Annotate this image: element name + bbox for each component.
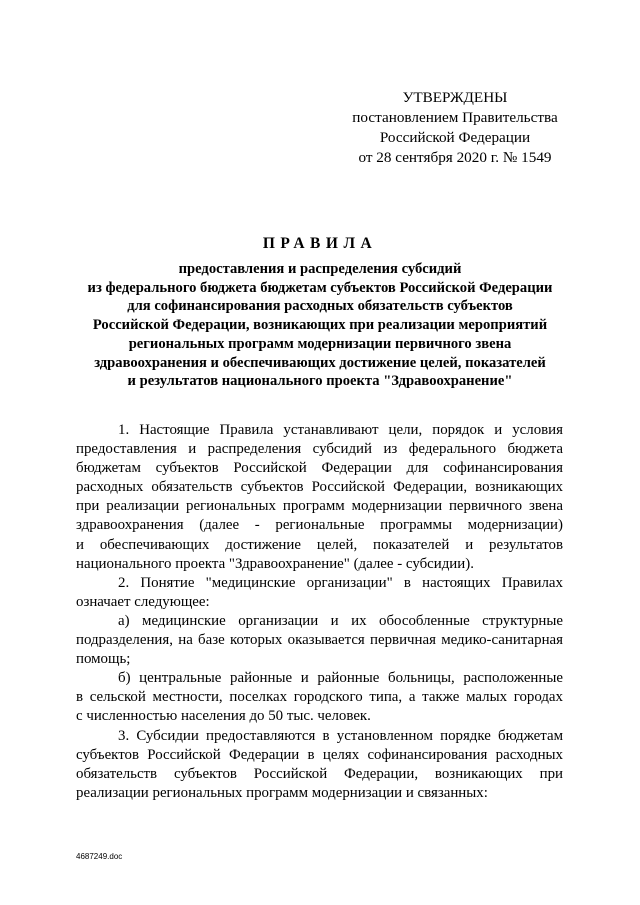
- subtitle-line: Российской Федерации, возникающих при реализации мероприятий: [92, 317, 548, 334]
- subtitle-line: региональных программ модернизации первичного звена: [128, 335, 512, 352]
- body-text-line: б) центральные районные и районные больницы, расположенные: [118, 670, 563, 687]
- body-text-line: 3. Субсидии предоставляются в установленном порядке бюджетам: [118, 727, 563, 744]
- body-text-line: национального проекта "Здравоохранение" (далее - субсидии).: [76, 555, 474, 572]
- body-text-line: при реализации региональных программ модернизации первичного звена: [76, 498, 563, 515]
- body-text-line: субъектов Российской Федерации в целях софинансирования расходных: [76, 746, 563, 763]
- body-text-line: подразделения, на базе которых оказывается первичная медико-санитарная: [76, 632, 563, 649]
- body-text-line: помощь;: [76, 651, 131, 668]
- body-text-line: а) медицинские организации и их обособленные структурные: [118, 612, 563, 629]
- body-text-line: в сельской местности, поселках городского типа, а также малых городах: [76, 689, 563, 706]
- body-text-line: реализации региональных программ модернизации и связанных:: [76, 784, 488, 801]
- subtitle-line: предоставления и распределения субсидий: [178, 261, 462, 277]
- body-text-line: предоставления и распределения субсидий из федерального бюджета: [76, 441, 563, 458]
- approval-line: постановлением Правительства: [352, 109, 558, 126]
- subtitle-line: здравоохранения и обеспечивающих достижение целей, показателей: [94, 354, 546, 371]
- body-text-line: с численностью населения до 50 тыс. человек.: [76, 708, 371, 725]
- document-title: ПРАВИЛА: [262, 235, 378, 252]
- body-text-line: 1. Настоящие Правила устанавливают цели, порядок и условия: [118, 422, 563, 438]
- subtitle-line: и результатов национального проекта "Здравоохранение": [127, 373, 513, 390]
- approval-date-number: от 28 сентября 2020 г. № 1549: [358, 149, 552, 166]
- body-text-line: расходных обязательств субъектов Российской Федерации, возникающих: [76, 479, 563, 496]
- document-body: [76, 421, 563, 803]
- document-subtitle: [60, 260, 580, 391]
- body-text-line: здравоохранения (далее - региональные программы модернизации): [76, 517, 563, 534]
- file-name-footer: 4687249.doc: [76, 852, 123, 861]
- subtitle-line: из федерального бюджета бюджетам субъектов Российской Федерации: [87, 279, 553, 296]
- body-text-line: и обеспечивающих достижение целей, показателей и результатов: [76, 536, 563, 553]
- body-text-line: обязательств субъектов Российской Федерации, возникающих при: [76, 765, 563, 782]
- approval-heading: УТВЕРЖДЕНЫ: [402, 89, 508, 106]
- approval-line: Российской Федерации: [379, 129, 531, 146]
- body-text-line: бюджетам субъектов Российской Федерации для софинансирования: [76, 460, 563, 477]
- approval-block: [330, 88, 580, 168]
- body-text-line: означает следующее:: [76, 593, 210, 610]
- subtitle-line: для софинансирования расходных обязательств субъектов: [127, 298, 513, 315]
- body-text-line: 2. Понятие "медицинские организации" в настоящих Правилах: [118, 574, 563, 591]
